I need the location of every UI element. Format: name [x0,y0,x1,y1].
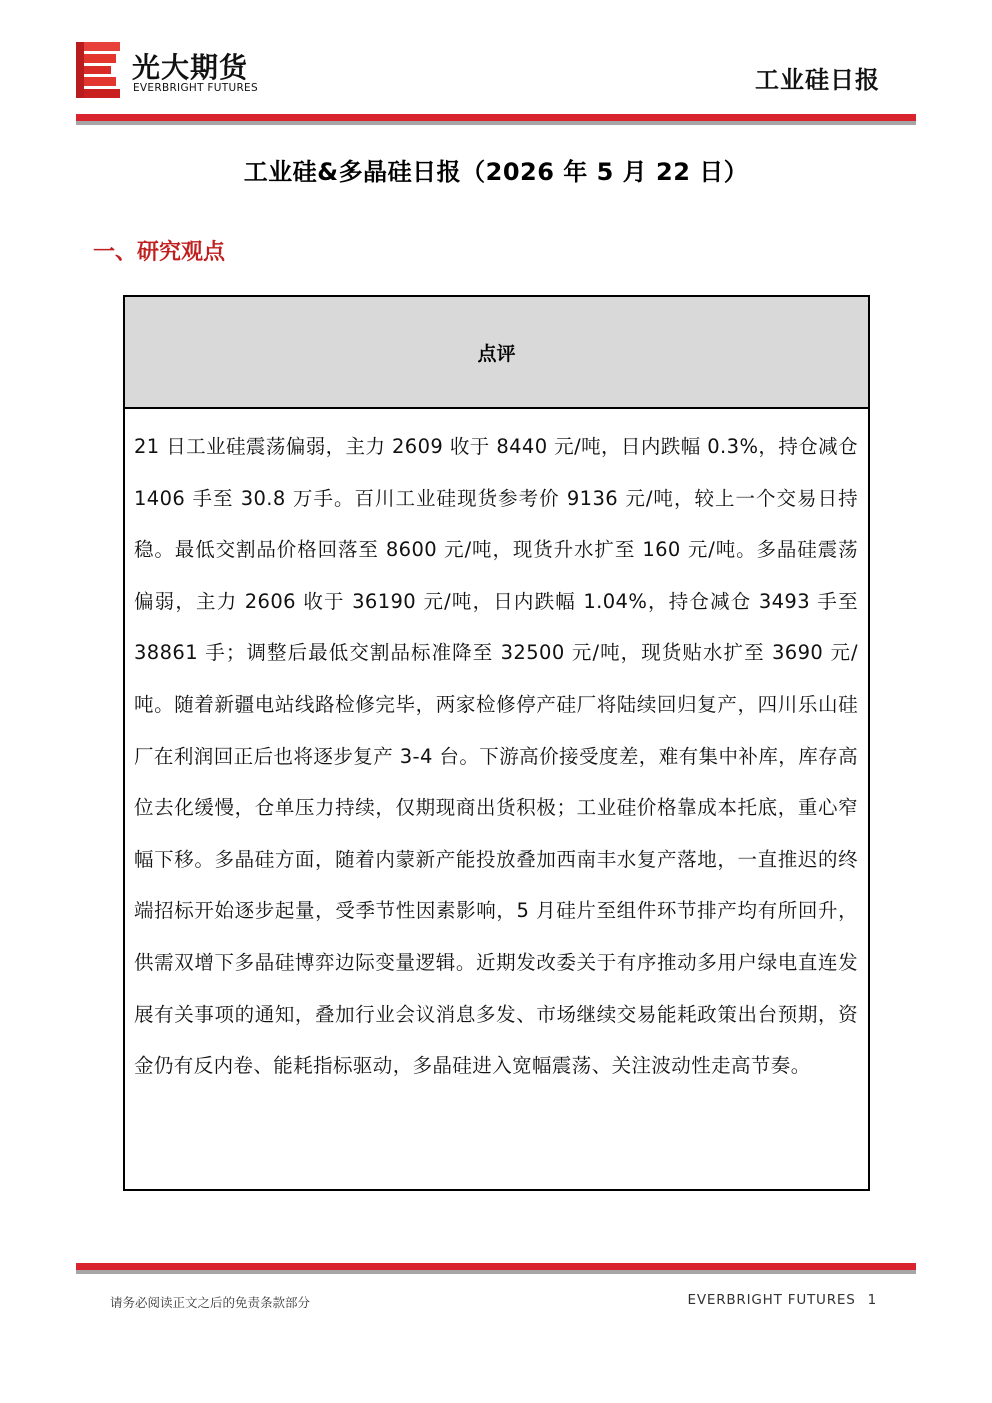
header-divider-gray [76,121,916,125]
section-heading-research-view: 一、研究观点 [93,240,226,265]
logo-name-en: EVERBRIGHT FUTURES [133,82,258,94]
comment-table [123,295,870,1191]
footer-divider-red [76,1263,916,1270]
page-number: 1 [867,1292,877,1308]
header-divider [76,114,916,125]
logo-name-cn: 光大期货 [132,51,249,84]
footer-divider-gray [76,1270,916,1274]
comment-table-body: 21 日工业硅震荡偏弱，主力 2609 收于 8440 元/吨，日内跌幅 0.3%，持仓减仓 1406 手至 30.8 万手。百川工业硅现货参考价 9136 元/吨，较上一个交易日持稳。最低交割品价格回落至 8600 元/吨，现货升水扩至 160 元/吨。多晶硅震荡偏弱，主力 2606 收于 36190 元/吨，日内跌幅 1.04%，持仓减仓 3493 手至 38861 手；调整后最低交割品标准降至 32500 元/吨，现货贴水扩至 3690 元/吨。随着新疆电站线路检修完毕，两家检修停产硅厂将陆续回归复产，四川乐山硅厂在利润回正后也将逐步复产 3-4 台。下游高价接受度差，难有集中补库，库存高位去化缓慢，仓单压力持续，仅期现商出货积极；工业硅价格靠成本托底，重心窄幅下移。多晶硅方面，随着内蒙新产能投放叠加西南丰水复产落地，一直推迟的终端招标开始逐步起量，受季节性因素影响，5 月硅片至组件环节排产均有所回升，供需双增下多晶硅博弈边际变量逻辑。近期发改委关于有序推动多用户绿电直连发展有关事项的通知，叠加行业会议消息多发、市场继续交易能耗政策出台预期，资金仍有反内卷、能耗指标驱动，多晶硅进入宽幅震荡、关注波动性走高节奏。 [134,435,858,1078]
report-type-title: 工业硅日报 [755,66,880,94]
comment-table-header: 点评 [125,297,868,409]
document-title: 工业硅&多晶硅日报（2026 年 5 月 22 日） [243,158,749,186]
everbright-logo-icon [76,42,120,98]
header-divider-red [76,114,916,121]
footer-divider [76,1263,916,1274]
footer-brand: EVERBRIGHT FUTURES [687,1292,856,1308]
footer-disclaimer: 请务必阅读正文之后的免责条款部分 [110,1295,311,1310]
everbright-logo [76,42,286,100]
footer-brand-page [688,1292,878,1308]
